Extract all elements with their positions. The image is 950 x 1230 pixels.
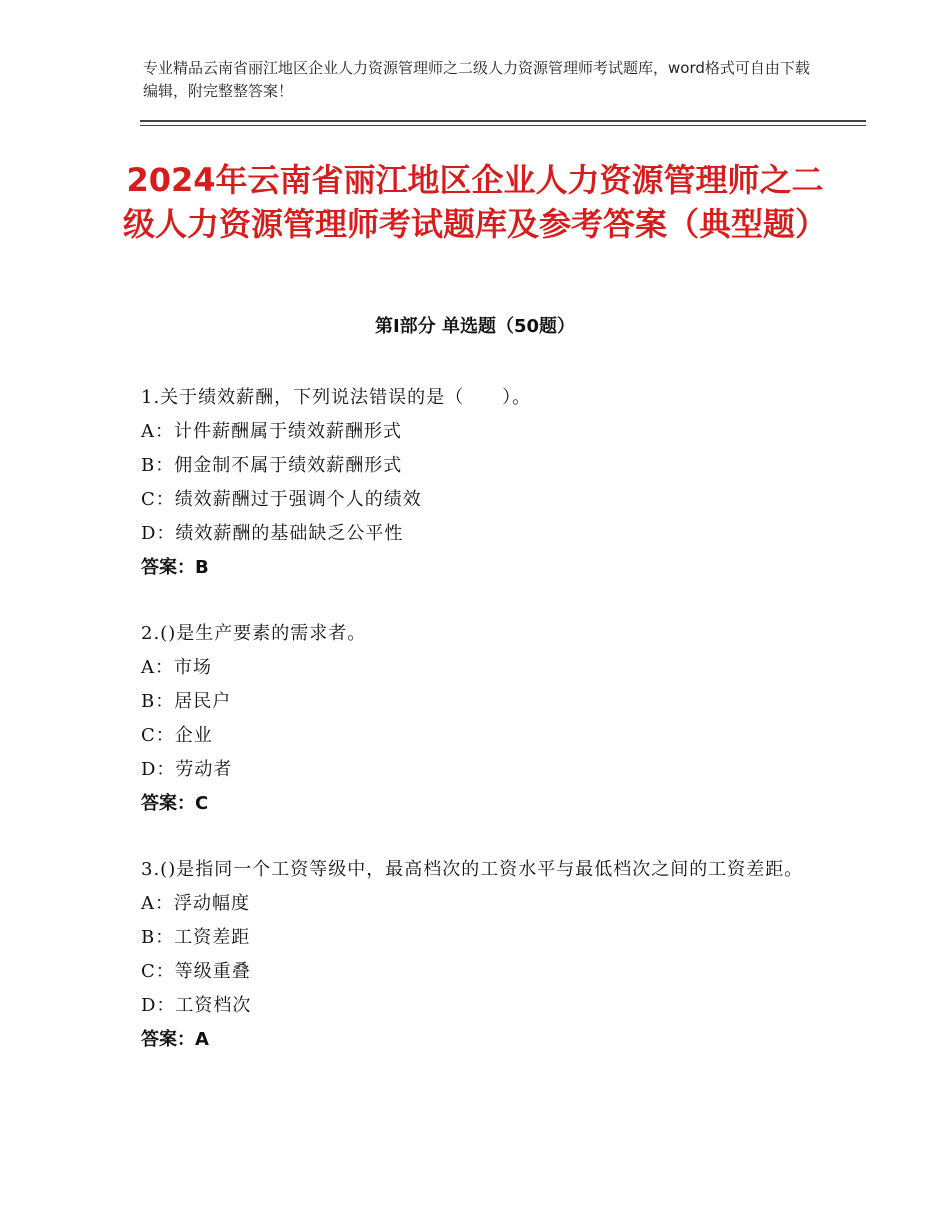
question-stem: 3.()是指同一个工资等级中，最高档次的工资水平与最低档次之间的工资差距。: [141, 859, 804, 880]
answer-line: 答案：B: [141, 557, 209, 578]
option-d: D：劳动者: [141, 759, 233, 780]
option-c: C：绩效薪酬过于强调个人的绩效: [141, 489, 422, 510]
question-stem: 2.()是生产要素的需求者。: [141, 623, 367, 644]
question-2: [141, 617, 821, 821]
option-d: D：绩效薪酬的基础缺乏公平性: [141, 523, 404, 544]
option-a: A：浮动幅度: [141, 893, 250, 914]
option-b: B：工资差距: [141, 927, 251, 948]
option-b: B：居民户: [141, 691, 232, 712]
option-b: B：佣金制不属于绩效薪酬形式: [141, 455, 403, 476]
option-d: D：工资档次: [141, 995, 252, 1016]
option-c: C：企业: [141, 725, 213, 746]
answer-line: 答案：C: [141, 793, 209, 814]
question-list: [141, 381, 821, 1089]
section-heading: 第Ⅰ部分 单选题（50题）: [374, 316, 575, 337]
header-rule-thick: [140, 120, 866, 122]
option-a: A：市场: [141, 657, 212, 678]
header-rule-thin: [140, 125, 866, 126]
answer-line: 答案：A: [141, 1029, 209, 1050]
question-1: [141, 381, 821, 585]
question-stem: 1.关于绩效薪酬，下列说法错误的是（ ）。: [141, 387, 532, 408]
question-3: [141, 853, 821, 1057]
document-title: 2024年云南省丽江地区企业人力资源管理师之二级人力资源管理师考试题库及参考答案（典型题）: [122, 161, 827, 243]
document-header: 专业精品云南省丽江地区企业人力资源管理师之二级人力资源管理师考试题库，word格式可自由下载编辑，附完整整答案！: [143, 59, 810, 100]
option-c: C：等级重叠: [141, 961, 251, 982]
option-a: A：计件薪酬属于绩效薪酬形式: [141, 421, 402, 442]
